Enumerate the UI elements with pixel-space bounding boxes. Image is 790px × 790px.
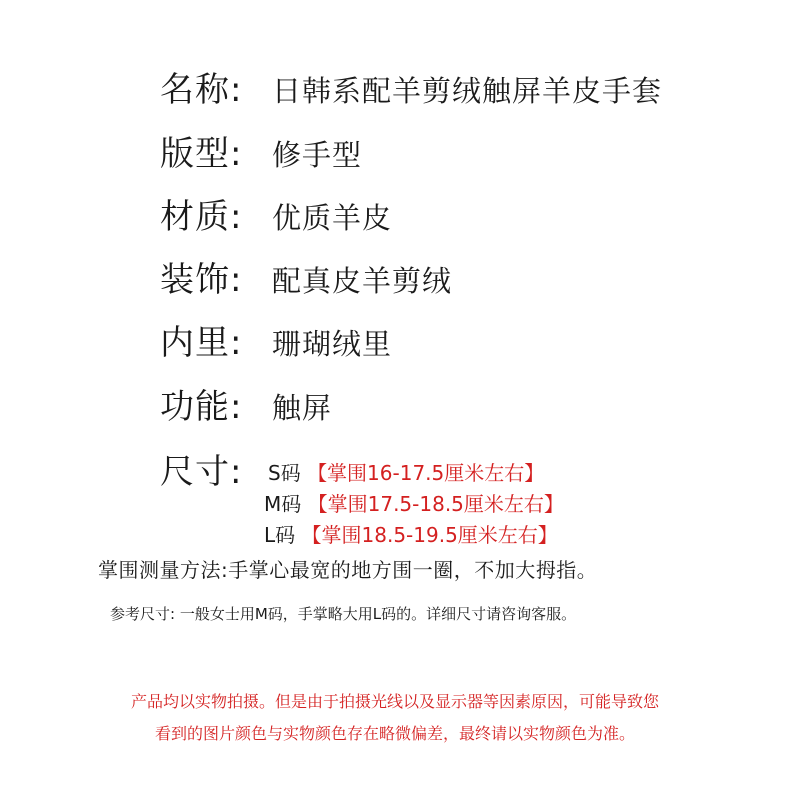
color-disclaimer-line-2: 看到的图片颜色与实物颜色存在略微偏差，最终请以实物颜色为准。 [154,724,635,743]
spec-label-fit: 版型: [160,134,243,174]
size-code-m: M码 [264,492,302,516]
spec-label-decoration: 装饰: [160,260,243,300]
size-code-l: L码 [264,523,296,547]
size-row-m [264,491,564,517]
size-row-s [268,460,544,486]
size-range-l: 【掌围18.5-19.5厘米左右】 [301,523,558,547]
spec-value-decoration: 配真皮羊剪绒 [272,264,453,298]
size-code-s: S码 [268,461,301,485]
size-row-l [264,522,558,548]
spec-label-function: 功能: [160,387,243,427]
spec-label-name: 名称: [160,70,243,110]
spec-label-material: 材质: [160,197,243,237]
spec-label-lining: 内里: [160,323,243,363]
size-range-s: 【掌围16-17.5厘米左右】 [307,461,545,485]
size-reference-note: 参考尺寸: 一般女士用M码，手掌略大用L码的。详细尺寸请咨询客服。 [110,605,577,623]
palm-measure-note: 掌围测量方法:手掌心最宽的地方围一圈，不加大拇指。 [98,558,598,582]
spec-value-function: 触屏 [272,391,333,425]
spec-value-material: 优质羊皮 [272,201,393,235]
color-disclaimer-line-1: 产品均以实物拍摄。但是由于拍摄光线以及显示器等因素原因，可能导致您 [130,692,659,711]
spec-value-lining: 珊瑚绒里 [272,327,393,361]
size-range-m: 【掌围17.5-18.5厘米左右】 [307,492,564,516]
spec-label-size: 尺寸: [160,452,243,492]
spec-value-name: 日韩系配羊剪绒触屏羊皮手套 [272,74,663,108]
spec-value-fit: 修手型 [272,138,363,172]
